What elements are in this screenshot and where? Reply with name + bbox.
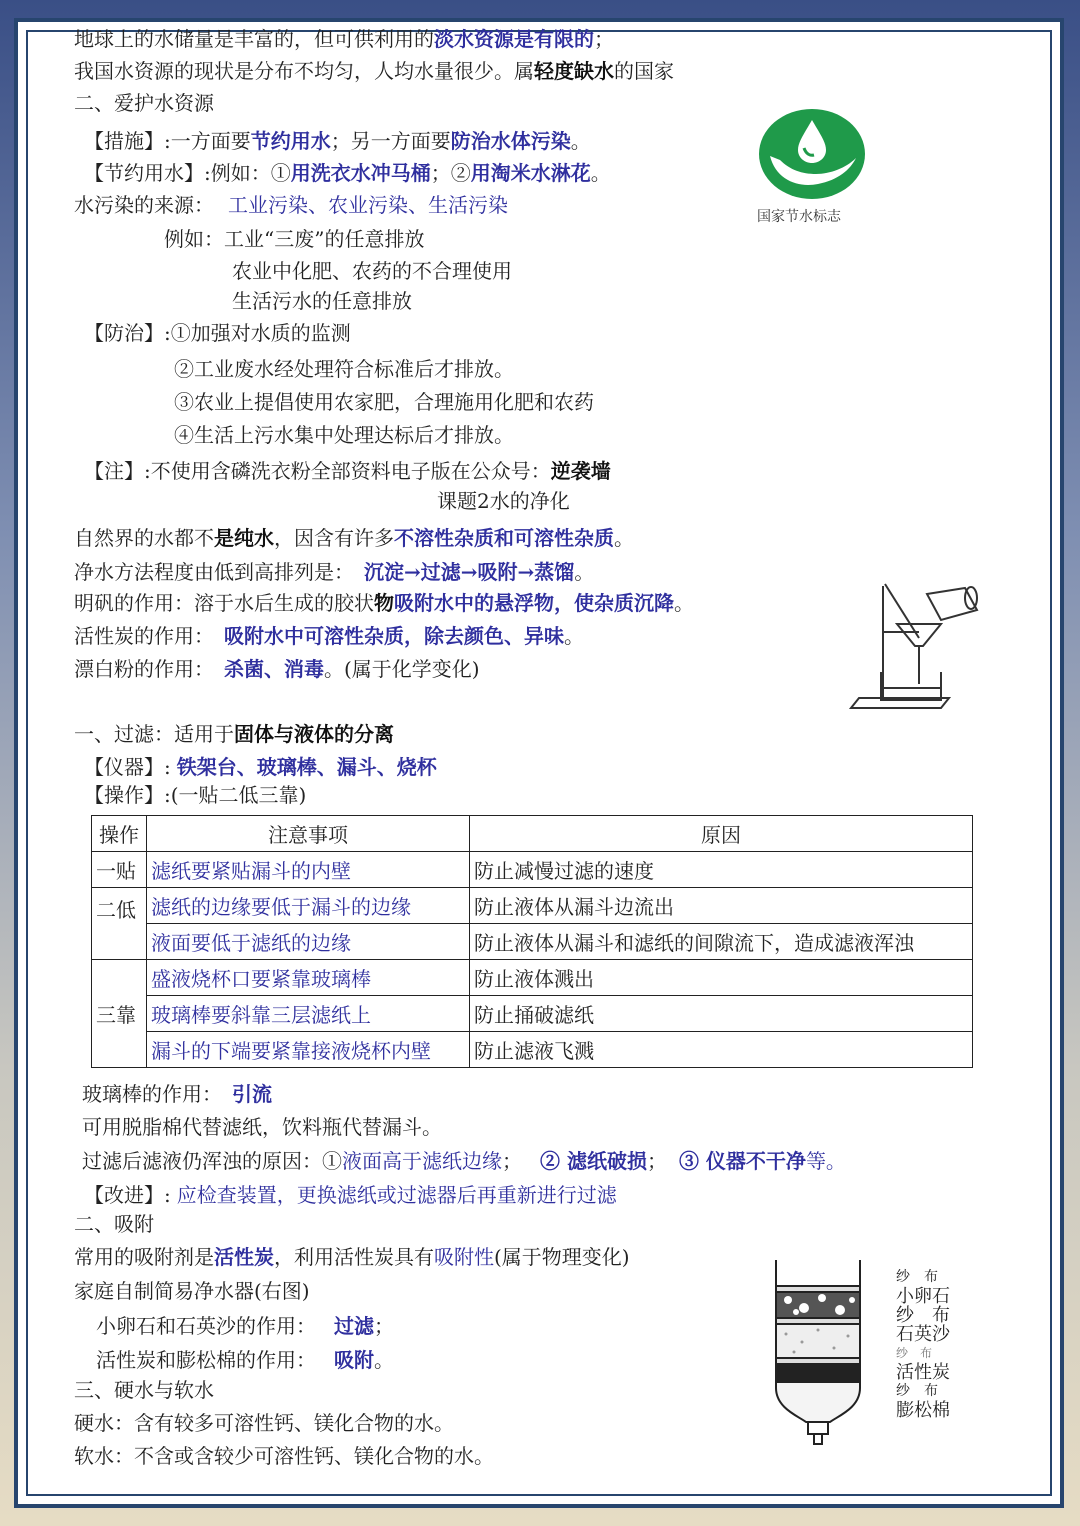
line-natural-water: 自然界的水都不是纯水，因含有许多不溶性杂质和可溶性杂质。 [74, 526, 634, 550]
cell-note: 滤纸要紧贴漏斗的内壁 [147, 852, 470, 888]
line-note: 【注】:不使用含磷洗衣粉全部资料电子版在公众号：逆袭墙 [84, 459, 611, 483]
line-home-purifier: 家庭自制简易净水器(右图) [74, 1279, 310, 1303]
cell-note: 液面要低于滤纸的边缘 [147, 924, 470, 960]
label-gauze-4: 纱 布 [896, 1383, 938, 1399]
cell-reason: 防止减慢过滤的速度 [470, 852, 973, 888]
line-operations: 【操作】:(一贴二低三靠) [84, 783, 307, 807]
cell-reason: 防止捅破滤纸 [470, 996, 973, 1032]
cell-note: 玻璃棒要斜靠三层滤纸上 [147, 996, 470, 1032]
table-row [92, 960, 973, 996]
logo-caption: 国家节水标志 [757, 209, 841, 225]
line-hard-water: 硬水：含有较多可溶性钙、镁化合物的水。 [74, 1411, 454, 1435]
line-prevention-3: ③农业上提倡使用农家肥，合理施用化肥和农药 [174, 390, 594, 414]
line-prevention-1: 【防治】:①加强对水质的监测 [84, 321, 351, 345]
line-save-water: 【节约用水】:例如：①用洗衣水冲马桶；②用淘米水淋花。 [84, 161, 611, 185]
line-prevention-4: ④生活上污水集中处理达标后才排放。 [174, 423, 514, 447]
line-instruments: 【仪器】: 铁架台、玻璃棒、漏斗、烧杯 [84, 755, 437, 779]
table-row [92, 996, 973, 1032]
table-row [92, 852, 973, 888]
filtration-operations-table [91, 815, 973, 1068]
line-glass-rod: 玻璃棒的作用： 引流 [82, 1082, 272, 1106]
home-water-purifier-illustration [768, 1258, 868, 1448]
cell-note: 漏斗的下端要紧靠接液烧杯内壁 [147, 1032, 470, 1068]
line-bleach: 漂白粉的作用： 杀菌、消毒。(属于化学变化) [74, 657, 480, 681]
line-china-water: 我国水资源的现状是分布不均匀，人均水量很少。属轻度缺水的国家 [74, 59, 674, 83]
line-measures: 【措施】:一方面要节约用水；另一方面要防治水体污染。 [84, 129, 591, 153]
label-gauze-3: 纱 布 [896, 1346, 933, 1360]
heading-filtration: 一、过滤：适用于固体与液体的分离 [74, 722, 394, 746]
heading-adsorption: 二、吸附 [74, 1212, 154, 1236]
header-operation: 操作 [92, 816, 147, 852]
table-row [92, 888, 973, 924]
cell-reason: 防止液体从漏斗边流出 [470, 888, 973, 924]
line-purify-order: 净水方法程度由低到高排列是： 沉淀→过滤→吸附→蒸馏。 [74, 560, 595, 584]
cell-reason: 防止液体溅出 [470, 960, 973, 996]
label-gauze-2: 纱 布 [896, 1305, 950, 1326]
line-activated-carbon: 活性炭的作用： 吸附水中可溶性杂质，除去颜色、异味。 [74, 624, 584, 648]
cell-reason: 防止液体从漏斗和滤纸的间隙流下，造成滤液浑浊 [470, 924, 973, 960]
line-prevention-2: ②工业废水经处理符合标准后才排放。 [174, 357, 514, 381]
line-example-2: 农业中化肥、农药的不合理使用 [232, 259, 512, 283]
cell-note: 滤纸的边缘要低于漏斗的边缘 [147, 888, 470, 924]
line-improvement: 【改进】: 应检查装置，更换滤纸或过滤器后再重新进行过滤 [84, 1183, 617, 1207]
line-alum: 明矾的作用：溶于水后生成的胶状物吸附水中的悬浮物，使杂质沉降。 [74, 591, 694, 615]
cell-operation: 一贴 [92, 852, 147, 888]
label-activated-carbon: 活性炭 [896, 1362, 950, 1383]
heading-hard-soft-water: 三、硬水与软水 [74, 1378, 214, 1402]
cell-operation: 二低 [92, 888, 147, 960]
purifier-layer-labels [896, 1268, 950, 1420]
line-pebble-function: 小卵石和石英沙的作用： 过滤； [96, 1314, 394, 1338]
label-quartz-sand: 石英沙 [896, 1324, 950, 1345]
line-soft-water: 软水：不含或含较少可溶性钙、镁化合物的水。 [74, 1444, 494, 1468]
cell-reason: 防止滤液飞溅 [470, 1032, 973, 1068]
heading-protect-water: 二、爱护水资源 [74, 91, 214, 115]
label-gauze-1: 纱 布 [896, 1269, 938, 1285]
header-reason: 原因 [470, 816, 973, 852]
line-substitutes: 可用脱脂棉代替滤纸，饮料瓶代替漏斗。 [82, 1115, 442, 1139]
label-pp-cotton: 膨松棉 [896, 1400, 950, 1421]
line-example-3: 生活污水的任意排放 [232, 289, 412, 313]
table-row [92, 924, 973, 960]
cell-note: 盛液烧杯口要紧靠玻璃棒 [147, 960, 470, 996]
line-example-1: 例如：工业“三废”的任意排放 [164, 227, 425, 251]
line-carbon-function: 活性炭和膨松棉的作用： 吸附。 [96, 1348, 394, 1372]
line-turbid-reasons: 过滤后滤液仍浑浊的原因：①液面高于滤纸边缘； ② 滤纸破损； ③ 仪器不干净等。 [82, 1149, 846, 1173]
water-saving-logo [758, 108, 868, 200]
label-pebbles: 小卵石 [896, 1286, 950, 1307]
filtration-apparatus-illustration [845, 580, 980, 715]
cell-operation: 三靠 [92, 960, 147, 1068]
line-adsorbent: 常用的吸附剂是活性炭，利用活性炭具有吸附性(属于物理变化) [74, 1245, 630, 1269]
table-row [92, 1032, 973, 1068]
line-pollution-source: 水污染的来源： 工业污染、农业污染、生活污染 [74, 193, 508, 217]
header-notes: 注意事项 [147, 816, 470, 852]
line-water-storage: 地球上的水储量是丰富的，但可供利用的淡水资源是有限的； [74, 27, 614, 51]
topic-title: 课题2水的净化 [437, 489, 570, 513]
table-header-row [92, 816, 973, 852]
